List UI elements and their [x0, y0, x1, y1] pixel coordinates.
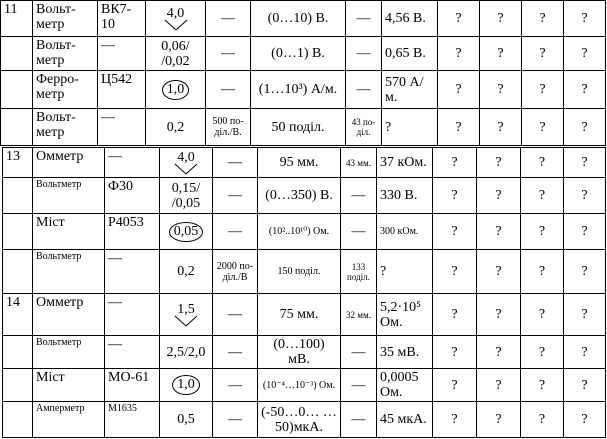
unknown-value-cell: ? — [522, 109, 564, 146]
sensitivity-cell: — — [206, 37, 251, 71]
accuracy-class-value: 0,5 — [177, 412, 195, 427]
instrument-name-cell: Вольт-метр — [33, 109, 98, 146]
task-number-cell — [3, 250, 33, 294]
instrument-type-cell: Ф30 — [105, 178, 160, 214]
accuracy-class-chevron — [173, 151, 199, 175]
sensitivity-cell: — — [213, 336, 258, 369]
unknown-value-cell: ? — [480, 71, 522, 109]
range-cell: (0…100) мВ. — [258, 336, 341, 369]
unknown-value-cell: ? — [480, 1, 522, 37]
table-row — [1, 71, 606, 109]
unknown-value-cell: ? — [438, 109, 480, 146]
reading-cell: 0,65 В. — [382, 37, 438, 71]
unknown-value-cell: ? — [564, 109, 606, 146]
reading-cell: ? — [382, 109, 438, 146]
deflection-cell: 43 по-діл. — [346, 109, 382, 146]
unknown-value-cell: ? — [477, 369, 521, 402]
unknown-value-cell: ? — [433, 369, 477, 402]
unknown-value-cell: ? — [564, 71, 606, 109]
accuracy-class-cell — [160, 214, 213, 250]
reading-cell: 300 кОм. — [377, 214, 433, 250]
accuracy-class-cell — [160, 336, 213, 369]
deflection-cell: — — [341, 402, 377, 438]
unknown-value-cell: ? — [480, 37, 522, 71]
unknown-value-cell: ? — [564, 369, 606, 402]
task-number-cell — [3, 402, 33, 438]
unknown-value-cell: ? — [564, 178, 606, 214]
task-number-cell — [1, 71, 33, 109]
accuracy-class-chevron — [173, 303, 199, 327]
instrument-name-cell: Ферро-метр — [33, 71, 98, 109]
table-row — [3, 402, 606, 438]
range-cell: (10⁻⁴…10⁻³) Ом. — [258, 369, 341, 402]
reading-cell: 4,56 В. — [382, 1, 438, 37]
unknown-value-cell: ? — [438, 71, 480, 109]
range-cell: (10²..10¹⁰) Ом. — [258, 214, 341, 250]
range-cell: (0…1) В. — [251, 37, 346, 71]
unknown-value-cell: ? — [564, 402, 606, 438]
unknown-value-cell: ? — [438, 1, 480, 37]
instrument-type-cell: М1635 — [105, 402, 160, 438]
deflection-cell: 133 поділ. — [341, 250, 377, 294]
range-cell: 150 поділ. — [258, 250, 341, 294]
accuracy-class-cell — [146, 109, 206, 146]
instrument-name-cell: Вольт-метр — [33, 37, 98, 71]
unknown-value-cell: ? — [522, 71, 564, 109]
deflection-cell: 32 мм. — [341, 294, 377, 336]
deflection-cell: — — [341, 336, 377, 369]
range-cell: 50 поділ. — [251, 109, 346, 146]
accuracy-class-cell — [146, 1, 206, 37]
table-row — [3, 336, 606, 369]
sensitivity-cell: 2000 по-діл./В — [213, 250, 258, 294]
unknown-value-cell: ? — [564, 214, 606, 250]
unknown-value-cell: ? — [564, 294, 606, 336]
measurements-table-bottom — [2, 147, 606, 438]
reading-cell: ? — [377, 250, 433, 294]
unknown-value-cell: ? — [433, 336, 477, 369]
range-cell: 95 мм. — [258, 148, 341, 178]
unknown-value-cell: ? — [433, 250, 477, 294]
task-number-cell: 11 — [1, 1, 33, 37]
task-number-cell — [1, 109, 33, 146]
deflection-cell: — — [341, 214, 377, 250]
table-row — [3, 369, 606, 402]
sensitivity-cell: — — [213, 178, 258, 214]
task-number-cell: 13 — [3, 148, 33, 178]
accuracy-class-value: 4,0 — [177, 150, 195, 165]
unknown-value-cell: ? — [477, 214, 521, 250]
reading-cell: 37 кОм. — [377, 148, 433, 178]
table-row — [3, 214, 606, 250]
instrument-type-cell: Ц542 — [98, 71, 146, 109]
unknown-value-cell: ? — [564, 250, 606, 294]
range-cell: (-50…0… …50)мкА. — [258, 402, 341, 438]
unknown-value-cell: ? — [521, 214, 564, 250]
unknown-value-cell: ? — [564, 1, 606, 37]
unknown-value-cell: ? — [521, 402, 564, 438]
sensitivity-cell: — — [206, 71, 251, 109]
unknown-value-cell: ? — [477, 148, 521, 178]
unknown-value-cell: ? — [521, 148, 564, 178]
instrument-type-cell: — — [105, 294, 160, 336]
reading-cell: 35 мВ. — [377, 336, 433, 369]
sensitivity-cell: — — [213, 294, 258, 336]
table-row — [1, 37, 606, 71]
accuracy-class-value: 1,0 — [172, 375, 200, 395]
unknown-value-cell: ? — [521, 336, 564, 369]
unknown-value-cell: ? — [477, 250, 521, 294]
instrument-name-cell: Омметр — [33, 294, 105, 336]
table-row — [1, 1, 606, 37]
instrument-type-cell: ВК7-10 — [98, 1, 146, 37]
deflection-cell: 43 мм. — [341, 148, 377, 178]
unknown-value-cell: ? — [521, 250, 564, 294]
unknown-value-cell: ? — [521, 178, 564, 214]
instrument-name-cell: Міст — [33, 214, 105, 250]
task-number-cell — [1, 37, 33, 71]
deflection-cell: — — [341, 369, 377, 402]
unknown-value-cell: ? — [477, 402, 521, 438]
sensitivity-cell: — — [213, 369, 258, 402]
instrument-name-cell: Вольтметр — [33, 250, 105, 294]
table-row — [1, 109, 606, 146]
measurements-table-top — [0, 0, 606, 146]
sensitivity-cell: — — [213, 148, 258, 178]
accuracy-class-value: 0,2 — [166, 119, 185, 135]
task-number-cell — [3, 336, 33, 369]
reading-cell: 5,2·10⁵ Ом. — [377, 294, 433, 336]
sensitivity-cell: — — [206, 1, 251, 37]
reading-cell: 330 В. — [377, 178, 433, 214]
deflection-cell: — — [341, 178, 377, 214]
accuracy-class-cell — [146, 37, 206, 71]
accuracy-class-value: 0,05 — [169, 222, 204, 242]
task-number-cell — [3, 369, 33, 402]
range-cell: (1…10³) А/м. — [251, 71, 346, 109]
table-row — [3, 250, 606, 294]
sensitivity-cell: 500 по-діл./В. — [206, 109, 251, 146]
range-cell: (0…350) В. — [258, 178, 341, 214]
reading-cell: 570 А/м. — [382, 71, 438, 109]
sensitivity-cell: — — [213, 214, 258, 250]
unknown-value-cell: ? — [521, 294, 564, 336]
reading-cell: 45 мкА. — [377, 402, 433, 438]
instrument-name-cell: Вольтметр — [33, 336, 105, 369]
unknown-value-cell: ? — [564, 336, 606, 369]
range-cell: (0…10) В. — [251, 1, 346, 37]
unknown-value-cell: ? — [433, 294, 477, 336]
unknown-value-cell: ? — [477, 336, 521, 369]
accuracy-class-cell — [160, 294, 213, 336]
accuracy-class-cell — [160, 369, 213, 402]
unknown-value-cell: ? — [521, 369, 564, 402]
unknown-value-cell: ? — [438, 37, 480, 71]
sensitivity-cell: — — [213, 402, 258, 438]
unknown-value-cell: ? — [564, 148, 606, 178]
table-row — [3, 148, 606, 178]
instrument-name-cell: Амперметр — [33, 402, 105, 438]
accuracy-class-value: 1,0 — [162, 80, 190, 100]
instrument-type-cell: Р4053 — [105, 214, 160, 250]
accuracy-class-cell — [160, 250, 213, 294]
instrument-name-cell: Міст — [33, 369, 105, 402]
accuracy-class-value: 1,5 — [177, 302, 195, 317]
table-row — [3, 294, 606, 336]
table-row — [3, 178, 606, 214]
unknown-value-cell: ? — [433, 178, 477, 214]
instrument-name-cell: Омметр — [33, 148, 105, 178]
instrument-type-cell: — — [105, 250, 160, 294]
deflection-cell: — — [346, 1, 382, 37]
unknown-value-cell: ? — [433, 402, 477, 438]
unknown-value-cell: ? — [477, 294, 521, 336]
instrument-type-cell: — — [105, 336, 160, 369]
instrument-name-cell: Вольт-метр — [33, 1, 98, 37]
accuracy-class-cell — [146, 71, 206, 109]
instrument-name-cell: Вольтметр — [33, 178, 105, 214]
instrument-type-cell: — — [98, 109, 146, 146]
deflection-cell: — — [346, 37, 382, 71]
accuracy-class-value: 0,2 — [177, 264, 195, 279]
unknown-value-cell: ? — [522, 37, 564, 71]
unknown-value-cell: ? — [477, 178, 521, 214]
instrument-type-cell: — — [98, 37, 146, 71]
instrument-type-cell: МО-61 — [105, 369, 160, 402]
instrument-type-cell: — — [105, 148, 160, 178]
unknown-value-cell: ? — [480, 109, 522, 146]
unknown-value-cell: ? — [433, 214, 477, 250]
accuracy-class-cell — [160, 178, 213, 214]
accuracy-class-value: 4,0 — [166, 6, 185, 21]
task-number-cell: 14 — [3, 294, 33, 336]
accuracy-class-value: 0,15/ /0,05 — [171, 180, 201, 211]
range-cell: 75 мм. — [258, 294, 341, 336]
accuracy-class-value: 0,06/ /0,02 — [161, 38, 190, 69]
accuracy-class-cell — [160, 148, 213, 178]
deflection-cell: — — [346, 71, 382, 109]
unknown-value-cell: ? — [433, 148, 477, 178]
reading-cell: 0,0005 Ом. — [377, 369, 433, 402]
task-number-cell — [3, 214, 33, 250]
accuracy-class-value: 2,5/2,0 — [166, 344, 206, 360]
task-number-cell — [3, 178, 33, 214]
accuracy-class-chevron — [163, 7, 189, 31]
accuracy-class-cell — [160, 402, 213, 438]
unknown-value-cell: ? — [522, 1, 564, 37]
unknown-value-cell: ? — [564, 37, 606, 71]
